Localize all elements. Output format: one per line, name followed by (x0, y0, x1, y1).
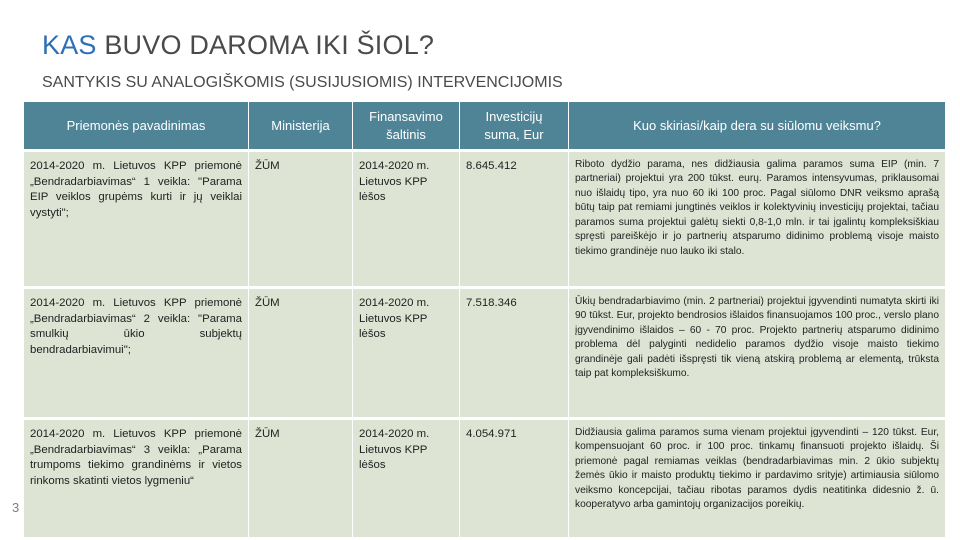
slide-subtitle: SANTYKIS SU ANALOGIŠKOMIS (SUSIJUSIOMIS) INTERVENCIJOMIS (42, 74, 563, 91)
row1-investment-amount: 8.645.412 (460, 152, 568, 286)
row1-ministry: ŽŪM (249, 152, 352, 286)
header-investment-amount: Investicijų suma, Eur (460, 102, 568, 149)
header-ministry: Ministerija (249, 102, 352, 149)
row1-measure-name: 2014-2020 m. Lietuvos KPP priemonė „Bendradarbiavimas“ 1 veikla: "Parama EIP veiklos grupėms kurti ir jų veiklai vystyti"; (24, 152, 248, 286)
header-measure-name: Priemonės pavadinimas (24, 102, 248, 149)
row3-investment-amount: 4.054.971 (460, 420, 568, 537)
row2-comparison: Ūkių bendradarbiavimo (min. 2 partneriai) projektui įgyvendinti numatyta skirti iki 90 tūkst. Eur, projekto bendrosios išlaidos finansuojamos 100 proc., verslo plano įgyvendinimo išlaidos – 60 - 70 proc. Projekto partnerių atsparumo didinimo problema dėl palyginti nedidelio paramos dydžio visoje maisto tiekimo grandinėje gali padėti išspręsti tik vieną atskirą problemą ar elementą, trūksta taip pat kompleksiškumo. (569, 289, 945, 417)
title-rest: BUVO DAROMA IKI ŠIOL? (104, 30, 435, 60)
row3-funding-source: 2014-2020 m. Lietuvos KPP lėšos (353, 420, 459, 537)
row2-funding-source: 2014-2020 m. Lietuvos KPP lėšos (353, 289, 459, 417)
row2-investment-amount: 7.518.346 (460, 289, 568, 417)
row1-funding-source: 2014-2020 m. Lietuvos KPP lėšos (353, 152, 459, 286)
row3-measure-name: 2014-2020 m. Lietuvos KPP priemonė „Bendradarbiavimas“ 3 veikla: „Parama trumpoms tiekimo grandinėms ir vietos rinkoms skatinti vietos lygmeniu“ (24, 420, 248, 537)
slide-title (42, 30, 434, 61)
page-number: 3 (12, 500, 20, 515)
header-comparison: Kuo skiriasi/kaip dera su siūlomu veiksmu? (569, 102, 945, 149)
row3-ministry: ŽŪM (249, 420, 352, 537)
row2-ministry: ŽŪM (249, 289, 352, 417)
row2-measure-name: 2014-2020 m. Lietuvos KPP priemonė „Bendradarbiavimas“ 2 veikla: "Parama smulkių ūkio subjektų bendradarbiavimui"; (24, 289, 248, 417)
title-accent: KAS (42, 30, 97, 60)
header-funding-source: Finansavimo šaltinis (353, 102, 459, 149)
row1-comparison: Riboto dydžio parama, nes didžiausia galima paramos suma EIP (min. 7 partneriai) projektui yra 200 tūkst. eurų. Paramos intensyvumas, priklausomai nuo išlaidų tipo, yra nuo 60 iki 100 proc. Pagal siūlomo DNR veiksmo aprašą būtų taip pat remiami jungtinės veiklos ir kolektyvinių investicijų projektai, tačiau paramos suma projektui galėtų siekti 0,8-1,0 mln. ir tai įgalintų kompleksiškiau spręsti pareiškėjo ir jo partnerių atsparumo didinimo problemą visoje maisto tiekimo grandinėje nuo lauko iki stalo. (569, 152, 945, 286)
interventions-table (24, 102, 944, 528)
row3-comparison: Didžiausia galima paramos suma vienam projektui įgyvendinti – 120 tūkst. Eur, kompensuojant 60 proc. ir 100 proc. tinkamų finansuoti projekto išlaidų. Ši priemonė pagal remiamas veiklas (bendradarbiavimas min. 2 ūkio subjektų žemės ūkio ir maisto produktų tiekimo ir pardavimo srityje) artimiausia siūlomo veiksmo koncepcijai, tačiau ribotas paramos dydis neatitinka didesnio ž. ū. kooperatyvo arba gamintojų organizacijos poreikių. (569, 420, 945, 537)
